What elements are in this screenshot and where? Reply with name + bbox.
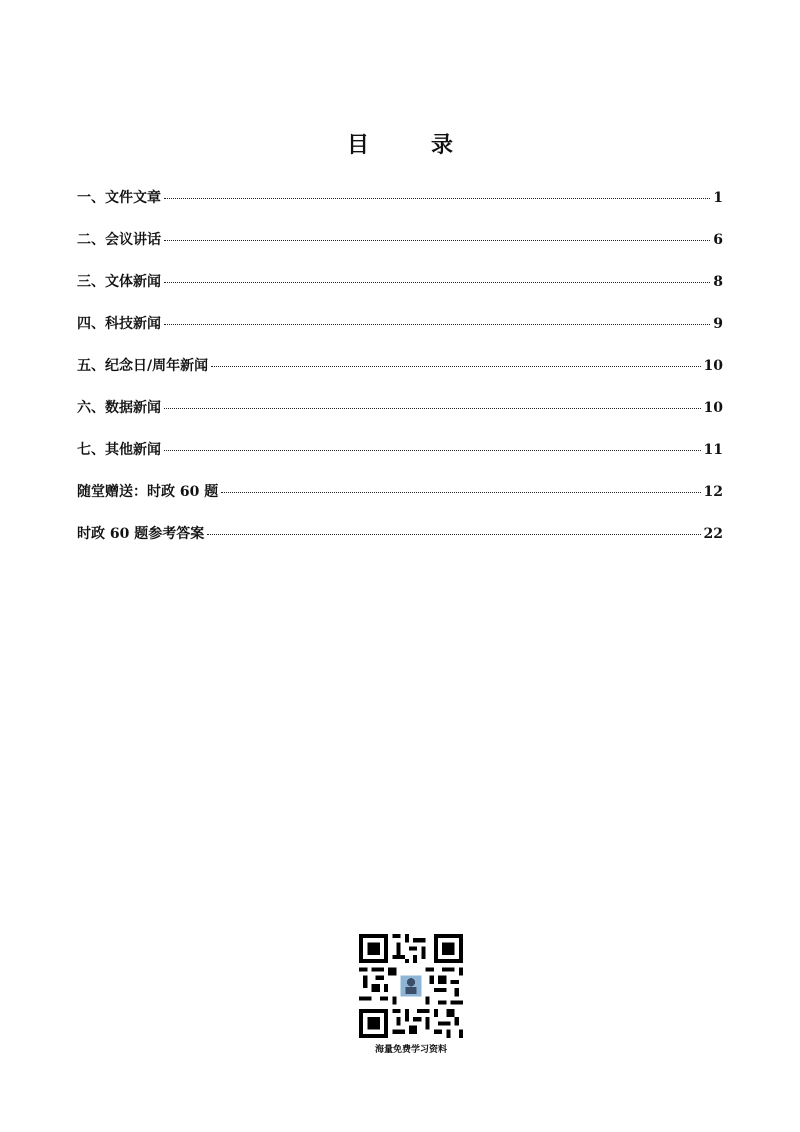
toc-page-number: 10	[703, 358, 723, 374]
toc-entry[interactable]	[77, 271, 723, 313]
qr-code-icon[interactable]	[359, 934, 463, 1038]
toc-page-number: 1	[713, 190, 723, 206]
toc-page-number: 8	[713, 274, 723, 290]
toc-entry-label: 二、会议讲话	[77, 232, 161, 248]
dot-leader	[164, 282, 710, 283]
dot-leader	[221, 492, 700, 493]
page-title: 目 录	[346, 132, 473, 158]
qr-caption: 海量免费学习资料	[374, 1045, 447, 1055]
toc-page-number: 12	[703, 484, 723, 500]
dot-leader	[164, 240, 710, 241]
dot-leader	[207, 534, 700, 535]
toc-entry[interactable]	[77, 313, 723, 355]
toc-entry[interactable]	[77, 229, 723, 271]
toc-entry-label: 五、纪念日/周年新闻	[77, 358, 209, 374]
toc-entry-label: 三、文体新闻	[77, 274, 161, 290]
toc-page-number: 9	[713, 316, 723, 332]
dot-leader	[164, 324, 710, 325]
toc-entry[interactable]	[77, 439, 723, 481]
toc-page-number: 10	[703, 400, 723, 416]
toc-entry[interactable]	[77, 481, 723, 523]
toc-entry-label: 一、文件文章	[77, 190, 161, 206]
toc-page-number: 22	[703, 526, 723, 542]
toc-entry-label: 六、数据新闻	[77, 400, 161, 416]
table-of-contents	[77, 187, 723, 565]
dot-leader	[211, 366, 700, 367]
dot-leader	[164, 198, 710, 199]
toc-entry-label: 时政 60 题参考答案	[77, 526, 205, 542]
toc-entry[interactable]	[77, 187, 723, 229]
toc-entry[interactable]	[77, 523, 723, 565]
dot-leader	[164, 408, 701, 409]
toc-entry[interactable]	[77, 355, 723, 397]
toc-entry-label: 七、其他新闻	[77, 442, 161, 458]
toc-entry-label: 四、科技新闻	[77, 316, 161, 332]
dot-leader	[164, 450, 701, 451]
qr-block	[359, 934, 463, 1055]
toc-entry[interactable]	[77, 397, 723, 439]
toc-entry-label: 随堂赠送：时政 60 题	[77, 484, 219, 500]
toc-page-number: 11	[703, 442, 723, 458]
toc-page-number: 6	[713, 232, 723, 248]
